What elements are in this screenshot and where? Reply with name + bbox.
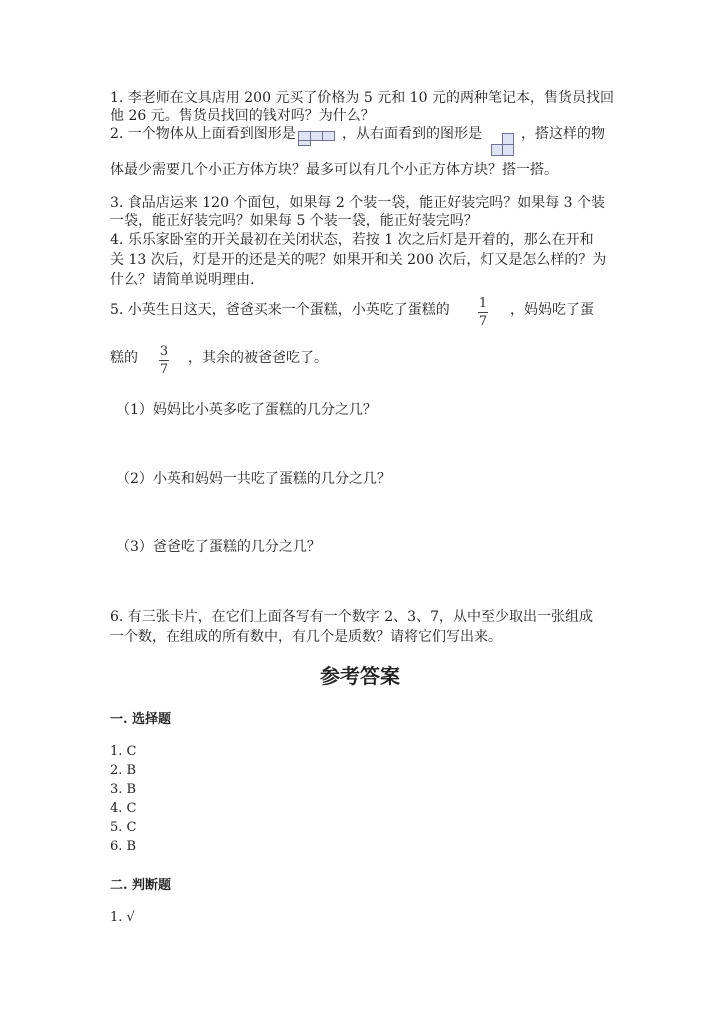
question-4-line-2: 关 13 次后，灯是开的还是关的呢？如果开和关 200 次后，灯又是怎么样的？为 xyxy=(110,252,607,268)
question-5-sub-3: （3）爸爸吃了蛋糕的几分之几？ xyxy=(116,539,321,555)
choice-answer: 2. B xyxy=(110,763,137,778)
top-view-cell xyxy=(299,132,311,141)
fraction-numerator: 3 xyxy=(159,344,169,359)
choice-answer: 4. C xyxy=(110,801,137,816)
question-2-text-b: ，从右面看到的图形是 xyxy=(342,126,482,142)
fraction-numerator: 1 xyxy=(478,296,488,311)
top-view-cell xyxy=(323,132,335,141)
right-view-cell xyxy=(492,145,503,156)
choice-answer: 5. C xyxy=(110,820,137,835)
question-6-line-1: 6. 有三张卡片，在它们上面各写有一个数字 2、3、7，从中至少取出一张组成 xyxy=(110,609,593,625)
fraction-three-sevenths xyxy=(159,344,169,377)
answer-title: 参考答案 xyxy=(320,664,400,688)
question-2-text-c: ，搭这样的物 xyxy=(521,126,605,142)
fraction-denominator: 7 xyxy=(478,314,488,329)
choice-answer: 6. B xyxy=(110,839,137,854)
section-choice-heading: 一. 选择题 xyxy=(110,712,172,727)
choice-answer: 1. C xyxy=(110,744,137,759)
right-view-cell xyxy=(503,134,514,145)
question-5-text-c: 糕的 xyxy=(110,350,138,366)
question-3-line-2: 一袋，能正好装完吗？如果每 5 个装一袋，能正好装完吗？ xyxy=(110,213,478,229)
question-5-text-d: ，其余的被爸爸吃了。 xyxy=(188,350,328,366)
question-6-line-2: 一个数，在组成的所有数中，有几个是质数？请将它们写出来。 xyxy=(110,629,502,645)
section-judge-heading: 二. 判断题 xyxy=(110,878,172,893)
question-1-line-2: 他 26 元。售货员找回的钱对吗？为什么？ xyxy=(110,108,375,124)
top-view-cell xyxy=(299,141,311,146)
question-4-line-1: 4. 乐乐家卧室的开关最初在关闭状态，若按 1 次之后灯是开着的，那么在开和 xyxy=(110,232,594,248)
fraction-bar xyxy=(478,312,488,313)
fraction-one-seventh xyxy=(478,296,488,329)
question-2-line-1 xyxy=(110,124,296,144)
judge-answer: 1. √ xyxy=(110,910,135,925)
question-1-line-1: 1. 李老师在文具店用 200 元买了价格为 5 元和 10 元的两种笔记本，售货员找回 xyxy=(110,90,614,106)
top-view-cell xyxy=(311,132,323,141)
question-2-text-a: 2. 一个物体从上面看到图形是 xyxy=(110,126,296,142)
question-5-text-a: 5. 小英生日这天，爸爸买来一个蛋糕，小英吃了蛋糕的 xyxy=(110,302,450,318)
fraction-bar xyxy=(159,360,169,361)
fraction-denominator: 7 xyxy=(159,362,169,377)
right-view-figure xyxy=(491,133,515,157)
question-5-sub-2: （2）小英和妈妈一共吃了蛋糕的几分之几？ xyxy=(116,471,391,487)
question-2-line-2: 体最少需要几个小正方体方块？最多可以有几个小正方体方块？搭一搭。 xyxy=(110,162,558,178)
question-5-sub-1: （1）妈妈比小英多吃了蛋糕的几分之几？ xyxy=(116,402,377,418)
question-3-line-1: 3. 食品店运来 120 个面包，如果每 2 个装一袋，能正好装完吗？如果每 3 个装 xyxy=(110,195,606,211)
choice-answer: 3. B xyxy=(110,782,137,797)
question-4-line-3: 什么？请简单说明理由. xyxy=(110,272,255,288)
right-view-cell xyxy=(503,145,514,156)
question-5-text-b: ，妈妈吃了蛋 xyxy=(510,302,594,318)
top-view-figure xyxy=(298,131,335,146)
